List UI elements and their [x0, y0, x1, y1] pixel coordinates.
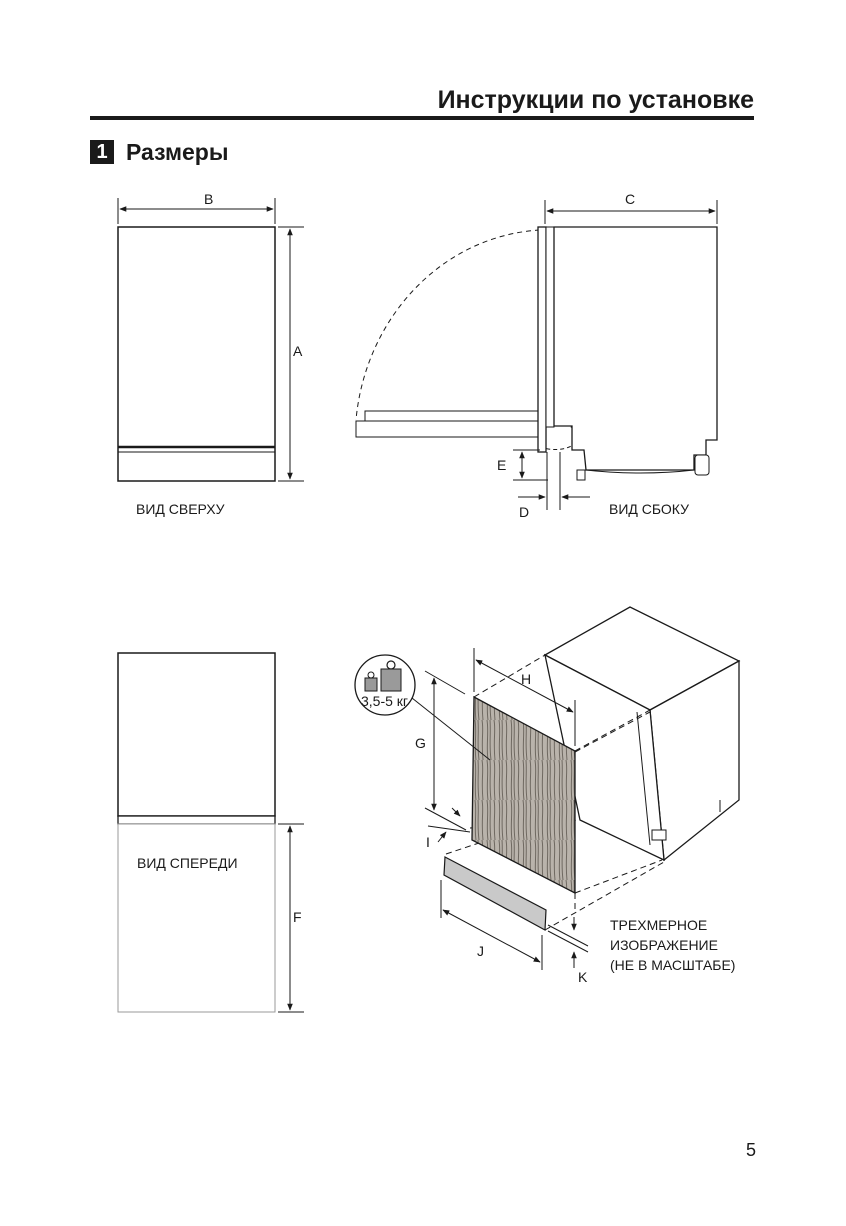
side-view-caption: ВИД СБОКУ — [609, 501, 690, 517]
dimension-label-e: E — [497, 457, 507, 473]
top-view — [118, 191, 304, 517]
section-number-badge: 1 — [90, 140, 114, 164]
three-d-caption-line1: ТРЕХМЕРНОЕ — [610, 917, 708, 933]
three-d-caption-line3: (НЕ В МАСШТАБЕ) — [610, 957, 736, 973]
front-view-caption: ВИД СПЕРЕДИ — [137, 855, 238, 871]
top-view-caption: ВИД СВЕРХУ — [136, 501, 225, 517]
three-d-caption-line2: ИЗОБРАЖЕНИЕ — [610, 937, 718, 953]
front-view — [118, 653, 304, 1012]
page-number: 5 — [745, 1140, 756, 1160]
dimension-label-j: J — [477, 943, 484, 959]
dimension-label-a: A — [293, 343, 303, 359]
section-title: Размеры — [126, 139, 229, 165]
page-header-title: Инструкции по установке — [437, 86, 754, 114]
dimension-label-c: C — [625, 191, 636, 207]
dimension-label-k: K — [578, 969, 588, 985]
dimension-label-g: G — [415, 735, 426, 751]
dimension-label-i: I — [426, 834, 430, 850]
dimension-label-b: B — [204, 191, 214, 207]
dimension-label-d: D — [519, 504, 530, 520]
weight-label: 3,5-5 кг — [361, 693, 409, 709]
dimension-label-h: H — [521, 671, 532, 687]
dimension-label-f: F — [293, 909, 302, 925]
side-view — [356, 191, 717, 520]
three-d-view — [415, 607, 739, 985]
